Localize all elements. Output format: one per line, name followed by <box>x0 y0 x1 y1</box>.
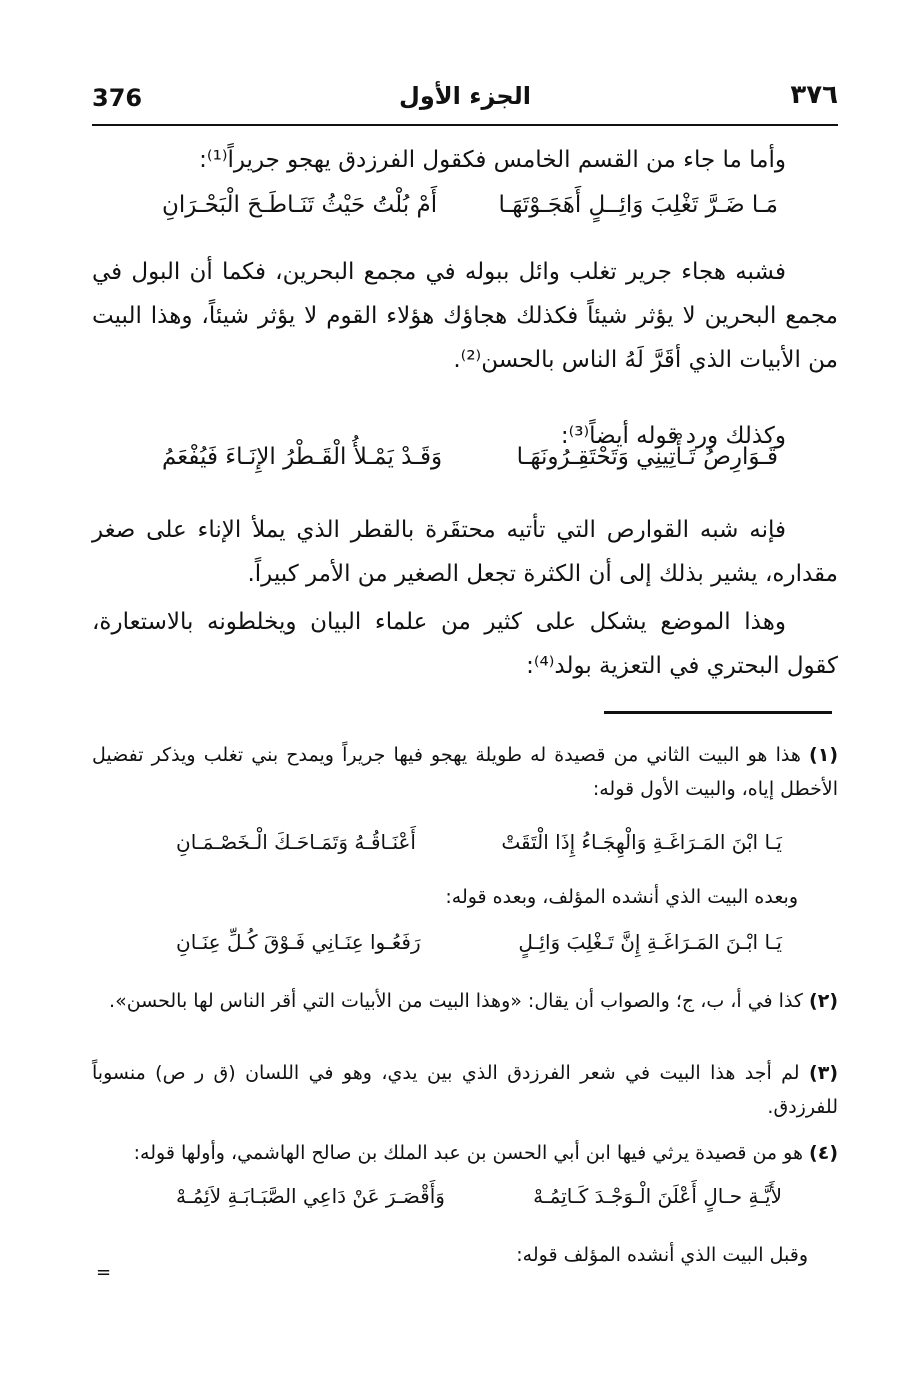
paragraph-transition: وكذلك ورد قوله أيضاً⁽³⁾: <box>560 423 786 449</box>
footnote-3-text: لم أجد هذا البيت في شعر الفرزدق الذي بين يدي، وهو في اللسان (ق ر ص) منسوباً للفرزدق. <box>92 1062 838 1118</box>
verse-2-first-hemistich: قَـوَارِصُ تَـأْتِينِي وَتَحْتَقِـرُونَهَـا <box>516 444 778 470</box>
footnote-2 <box>92 984 838 1018</box>
paragraph-explanation-2: فإنه شبه القوارص التي تأتيه محتقَرة بالقطر الذي يملأ الإناء على صغر مقداره، يشير بذلك إلى أن الكثرة تجعل الصغير من الأمر كبيراً. <box>92 517 838 587</box>
footnote-4 <box>92 1136 838 1170</box>
footnote-1-text: هذا هو البيت الثاني من قصيدة له طويلة يهجو فيها جريراً ويمدح بني تغلب ويذكر تفضيل الأخطل إياه، والبيت الأول قوله: <box>92 744 838 800</box>
poem-verse-1 <box>92 192 838 236</box>
footnote-1 <box>92 738 838 806</box>
footnote-1-verse-2 <box>92 930 838 970</box>
footnote-2-number: (٢) <box>809 990 838 1012</box>
verse-2-second-hemistich: وَقَـدْ يَمْـلأُ الْقَـطْرُ الإِنَـاءَ فَيُفْعَمُ <box>162 444 443 470</box>
footnote-4-verse <box>92 1184 838 1224</box>
paragraph-intro: وأما ما جاء من القسم الخامس فكقول الفرزدق يهجو جريراً⁽¹⁾: <box>199 147 786 173</box>
footnote-1-verse-1 <box>92 830 838 870</box>
verse-1-first-hemistich: مَـا ضَـرَّ تَغْلِبَ وَائِــلٍ أَهَجَـوْتَهَـا <box>498 192 778 218</box>
page-number-latin: 376 <box>92 84 143 112</box>
running-title: الجزء الأول <box>399 82 531 110</box>
footnote-4-continuation: وقبل البيت الذي أنشده المؤلف قوله: <box>516 1244 808 1266</box>
footnote-1-verse-2-second: رَفَعُـوا عِنَـانِي فَـوْقَ كُـلِّ عِنَـانِ <box>176 930 421 954</box>
main-text <box>92 0 838 720</box>
page-number-arabic: ٣٧٦ <box>790 80 838 110</box>
poem-verse-2 <box>92 444 838 488</box>
footnote-4-text: هو من قصيدة يرثي فيها ابن أبي الحسن بن عبد الملك بن صالح الهاشمي، وأولها قوله: <box>133 1142 803 1164</box>
footnote-separator <box>604 711 832 714</box>
footnote-4-verse-second: وَأَقْصَـرَ عَنْ دَاعِي الصَّبَـابَـةِ لاَئِمُـهْ <box>176 1184 445 1208</box>
footnote-1-continuation: وبعده البيت الذي أنشده المؤلف، وبعده قوله: <box>445 886 798 908</box>
footnote-1-verse-2-first: يَـا ابْـنَ المَـرَاغَـةِ إِنَّ تَـغْلِبَ وَائِـلٍ <box>518 930 782 954</box>
footnote-3 <box>92 1056 838 1124</box>
continuation-mark: = <box>96 1262 112 1283</box>
paragraph-explanation-1: فشبه هجاء جرير تغلب وائل ببوله في مجمع البحرين، فكما أن البول في مجمع البحرين لا يؤثر شيئاً فكذلك هجاؤك هؤلاء القوم لا يؤثر شيئاً، وهذا البيت من الأبيات الذي أقَرَّ لَهُ الناس بالحسن⁽²⁾. <box>92 259 838 373</box>
verse-1-second-hemistich: أَمْ بُلْتُ حَيْثُ تَنَـاطَـحَ الْبَحْـرَانِ <box>162 192 438 218</box>
footnote-4-number: (٤) <box>809 1142 838 1164</box>
footnote-4-verse-first: لأَيَّـةِ حـالٍ أَعْلَنَ الْـوَجْـدَ كَـاتِمُـهْ <box>533 1184 782 1208</box>
footnote-1-number: (١) <box>809 744 838 766</box>
footnote-3-number: (٣) <box>809 1062 838 1084</box>
footnote-1-verse-1-first: يَـا ابْنَ المَـرَاغَـةِ وَالْهِجَـاءُ إِذَا الْتَقَتْ <box>501 830 782 854</box>
footnote-2-text: كذا في أ، ب، ج؛ والصواب أن يقال: «وهذا البيت من الأبيات التي أقر الناس لها بالحسن». <box>109 990 803 1012</box>
footnote-1-verse-1-second: أَعْنَـاقُـهُ وَتَمَـاحَـكَ الْـخَصْـمَـانِ <box>176 830 416 854</box>
paragraph-closing: وهذا الموضع يشكل على كثير من علماء البيان ويخلطونه بالاستعارة، كقول البحتري في التعزية بولد⁽⁴⁾: <box>92 609 838 679</box>
